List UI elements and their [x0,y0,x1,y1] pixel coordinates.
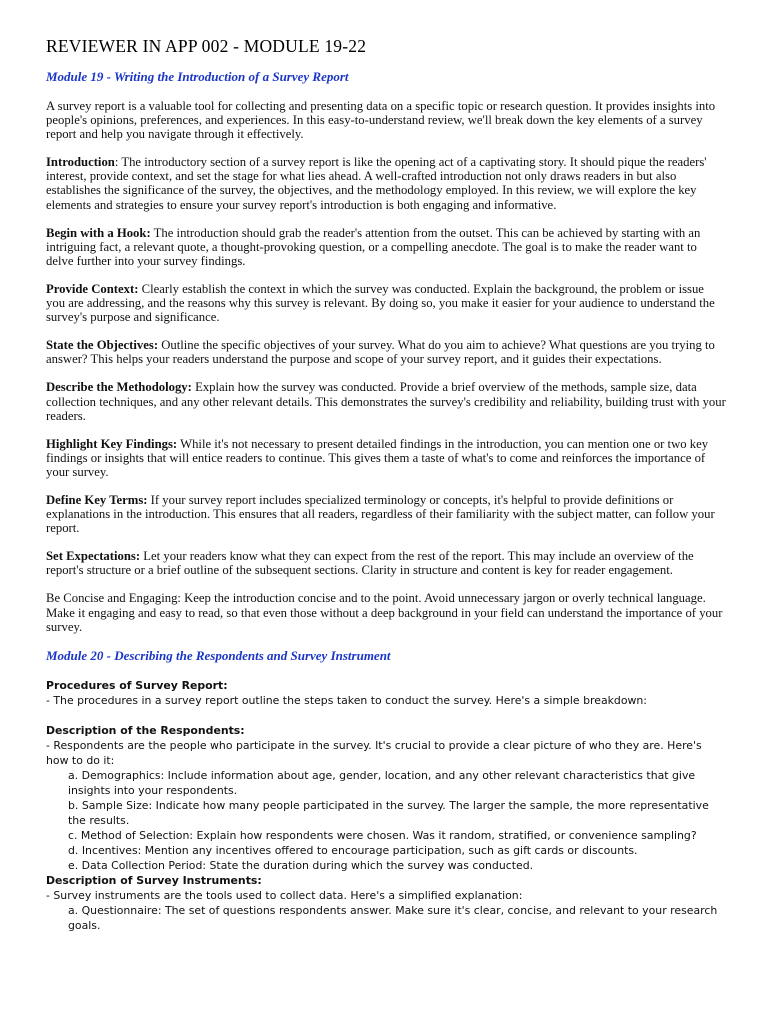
procedures-heading: Procedures of Survey Report: [46,678,228,692]
section-term: Provide Context: [46,281,139,296]
section-term: Introduction [46,155,115,170]
respondents-list [46,768,726,873]
list-item: c. Method of Selection: Explain how respondents were chosen. Was it random, stratified, or convenience sampling? [68,828,697,842]
section-separator: : [114,155,122,170]
section-text: The introductory section of a survey report is like the opening act of a captivating story. It should pique the readers' interest, provide context, and set the stage for what lies ahead. A well-crafted introduction not only draws readers in but also establishes the significance of the survey, the objectives, and the methodology employed. In this review, we will explore the key elements and strategies to ensure your survey report's introduction is both engaging and informative. [46,155,707,212]
closing-paragraph: Be Concise and Engaging: Keep the introduction concise and to the point. Avoid unnecessary jargon or overly technical language. Make it engaging and easy to read, so that even those without a deep background in your field can understand the importance of your survey. [46,591,723,634]
procedures-text: - The procedures in a survey report outline the steps taken to conduct the survey. Here's a simple breakdown: [46,693,647,707]
module-19-body [46,99,726,634]
section-term: Describe the Methodology: [46,380,192,395]
module-20-heading: Module 20 - Describing the Respondents and Survey Instrument [46,647,391,663]
section-term: Define Key Terms: [46,492,148,507]
section-text: The introduction should grab the reader's attention from the outset. This can be achieved by starting with an intriguing fact, a relevant quote, a thought-provoking question, or a compelling anecdote. The goal is to make the reader want to delve further into your survey findings. [46,225,701,268]
section-paragraph [46,380,726,422]
respondents-text: - Respondents are the people who participate in the survey. It's crucial to provide a clear picture of who they are. Here's how to do it: [46,738,702,767]
list-item: b. Sample Size: Indicate how many people participated in the survey. The larger the sample, the more representative the results. [68,798,709,827]
section-text: While it's not necessary to present detailed findings in the introduction, you can mention one or two key findings or insights that will entice readers to continue. This gives them a taste of what's to come and reinforces the importance of your survey. [46,436,709,479]
list-item: a. Demographics: Include information about age, gender, location, and any other relevant characteristics that give insights into your respondents. [68,768,696,797]
document-page [46,36,726,933]
instruments-text: - Survey instruments are the tools used to collect data. Here's a simplified explanation: [46,888,523,902]
list-item: e. Data Collection Period: State the duration during which the survey was conducted. [68,858,534,872]
section-paragraph [46,155,726,211]
section-paragraph [46,493,726,535]
module-20-body [46,678,726,933]
intro-paragraph: A survey report is a valuable tool for collecting and presenting data on a specific topic or research question. It provides insights into people's opinions, preferences, and experiences. In this easy-to-understand review, we'll break down the key elements of a survey report and help you navigate through it effectively. [46,99,716,142]
instruments-heading: Description of Survey Instruments: [46,873,262,887]
section-term: Set Expectations: [46,549,141,564]
module-19-heading: Module 19 - Writing the Introduction of a Survey Report [46,69,349,84]
section-term: State the Objectives: [46,338,159,353]
section-text: Outline the specific objectives of your survey. What do you aim to achieve? What questions are you trying to answer? This helps your readers understand the purpose and scope of your survey report, and it guides their expectations. [46,338,715,367]
section-paragraph [46,437,726,479]
section-text: Clearly establish the context in which the survey was conducted. Explain the background, the problem or issue you are addressing, and the reasons why this survey is relevant. By doing so, you make it easier for your audience to understand the survey's purpose and significance. [46,281,715,325]
instruments-list [46,903,726,933]
section-text: Let your readers know what they can expect from the rest of the report. This may include an overview of the report's structure or a brief outline of the subsequent sections. Clarity in structure and content is key for reader engagement. [46,549,694,578]
document-title: REVIEWER IN APP 002 - MODULE 19-22 [46,36,367,56]
section-paragraph [46,282,726,324]
list-item: a. Questionnaire: The set of questions respondents answer. Make sure it's clear, concise, and relevant to your research goals. [68,903,718,932]
section-text: Explain how the survey was conducted. Provide a brief overview of the methods, sample size, data collection techniques, and any other relevant details. This demonstrates the survey's credibility and reliability, building trust with your readers. [46,380,726,423]
section-text: If your survey report includes specialized terminology or concepts, it's helpful to provide definitions or explanations in the introduction. This ensures that all readers, regardless of their familiarity with the subject matter, can follow your report. [46,492,715,536]
module-19-sections [46,155,726,577]
respondents-heading: Description of the Respondents: [46,723,245,737]
section-term: Highlight Key Findings: [46,436,178,451]
list-item: d. Incentives: Mention any incentives offered to encourage participation, such as gift cards or discounts. [68,843,638,857]
section-paragraph [46,549,726,577]
section-paragraph [46,226,726,268]
section-term: Begin with a Hook: [46,225,151,240]
section-paragraph [46,338,726,366]
